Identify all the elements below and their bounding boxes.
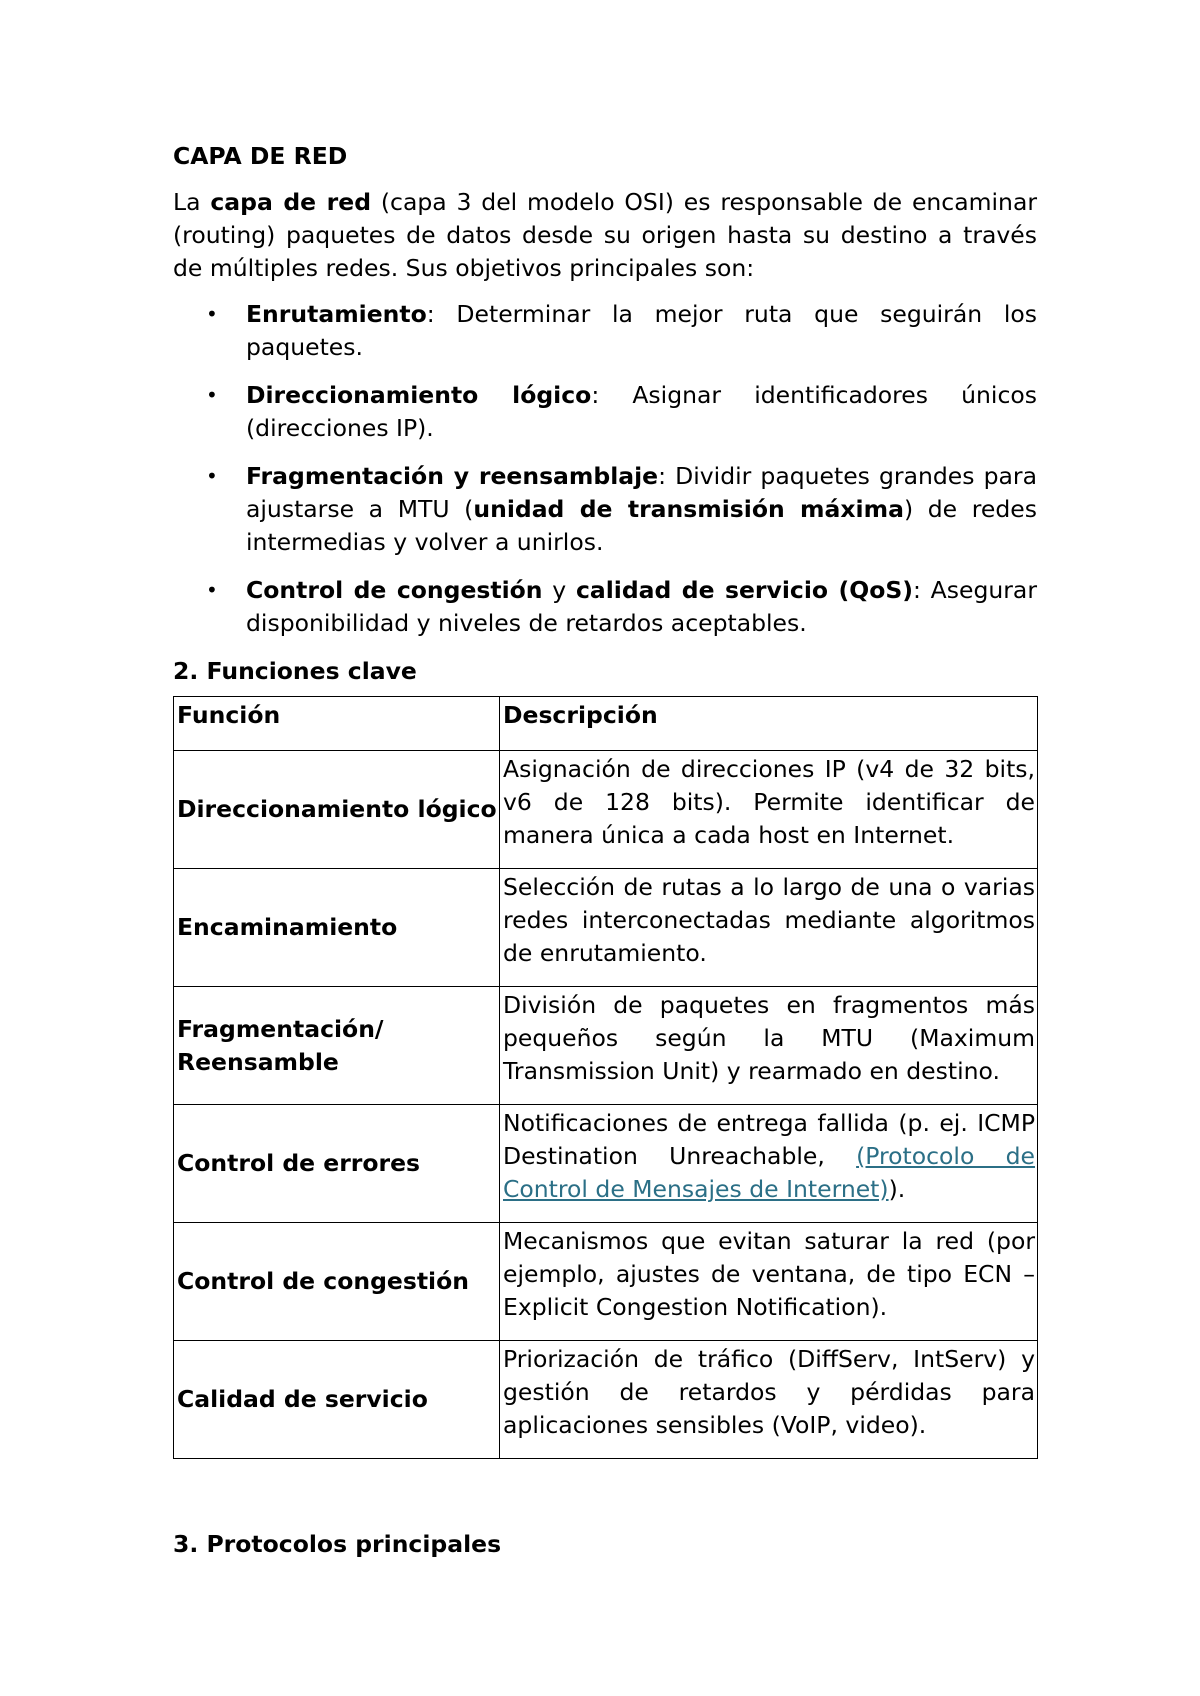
- bullet-icon: •: [206, 383, 218, 407]
- list-item: [173, 298, 1037, 364]
- function-cell: Direccionamiento lógico: [174, 751, 500, 869]
- description-text: Notificaciones de entrega fallida (p. ej. ICMP Destination Unreachable,: [503, 1109, 1035, 1170]
- function-cell: Calidad de servicio: [174, 1341, 500, 1459]
- function-cell: Control de congestión: [174, 1223, 500, 1341]
- bullet-icon: •: [206, 578, 218, 602]
- description-cell: Mecanismos que evitan saturar la red (por ejemplo, ajustes de ventana, de tipo ECN – Explicit Congestion Notification).: [500, 1223, 1038, 1341]
- header-cell-description: Descripción: [500, 697, 1038, 751]
- list-item: [173, 574, 1037, 640]
- functions-table: [173, 696, 1038, 1459]
- objective-term: Control de congestión: [246, 576, 543, 604]
- function-cell: Encaminamiento: [174, 869, 500, 987]
- objective-text: : Asignar identificadores únicos (direcciones IP).: [246, 381, 1037, 442]
- table-row: [174, 1105, 1038, 1223]
- document-page: [173, 140, 1037, 1459]
- description-cell: Asignación de direcciones IP (v4 de 32 bits, v6 de 128 bits). Permite identificar de manera única a cada host en Internet.: [500, 751, 1038, 869]
- bullet-icon: •: [206, 464, 218, 488]
- objective-text: y: [542, 576, 576, 604]
- table-row: [174, 869, 1038, 987]
- objective-text: : Asegurar disponibilidad y niveles de retardos aceptables.: [246, 576, 1037, 637]
- section-heading-protocols: 3. Protocolos principales: [173, 1530, 502, 1558]
- description-text: ).: [888, 1175, 906, 1203]
- section-heading-functions: 2. Funciones clave: [173, 657, 417, 685]
- table-row: [174, 1341, 1038, 1459]
- objective-text: : Determinar la mejor ruta que seguirán los paquetes.: [246, 300, 1037, 361]
- table-row: [174, 751, 1038, 869]
- table-header-row: [174, 697, 1038, 751]
- objective-term: Fragmentación y reensamblaje: [246, 462, 659, 490]
- function-cell: Control de errores: [174, 1105, 500, 1223]
- list-item: [173, 460, 1037, 559]
- table-row: [174, 987, 1038, 1105]
- document-title: CAPA DE RED: [173, 142, 348, 170]
- objective-term: Enrutamiento: [246, 300, 427, 328]
- description-cell: Priorización de tráfico (DiffServ, IntServ) y gestión de retardos y pérdidas para aplicaciones sensibles (VoIP, video).: [500, 1341, 1038, 1459]
- description-cell: Selección de rutas a lo largo de una o varias redes interconectadas mediante algoritmos de enrutamiento.: [500, 869, 1038, 987]
- icmp-link[interactable]: (Protocolo de Control de Mensajes de Internet): [503, 1142, 1035, 1203]
- table-row: [174, 1223, 1038, 1341]
- intro-paragraph: [173, 186, 1037, 285]
- header-cell-function: Función: [174, 697, 500, 751]
- objective-term-secondary: unidad de transmisión máxima: [473, 495, 904, 523]
- description-cell: División de paquetes en fragmentos más pequeños según la MTU (Maximum Transmission Unit) y rearmado en destino.: [500, 987, 1038, 1105]
- objective-term-secondary: calidad de servicio (QoS): [575, 576, 914, 604]
- intro-text-2: (capa 3 del modelo OSI) es responsable de encaminar (routing) paquetes de datos desde su origen hasta su destino a través de múltiples redes. Sus objetivos principales son:: [173, 188, 1038, 282]
- list-item: [173, 379, 1037, 445]
- objective-term: Direccionamiento lógico: [246, 381, 592, 409]
- objective-text: : Dividir paquetes grandes para ajustarse a MTU (: [246, 462, 1037, 523]
- bullet-icon: •: [206, 302, 218, 326]
- intro-bold-term: capa de red: [210, 188, 372, 216]
- objective-text: ) de redes intermedias y volver a unirlos.: [246, 495, 1037, 556]
- function-cell: Fragmentación/ Reensamble: [174, 987, 500, 1105]
- objectives-list: [173, 298, 1037, 640]
- description-cell: [500, 1105, 1038, 1223]
- intro-text-1: La: [173, 188, 211, 216]
